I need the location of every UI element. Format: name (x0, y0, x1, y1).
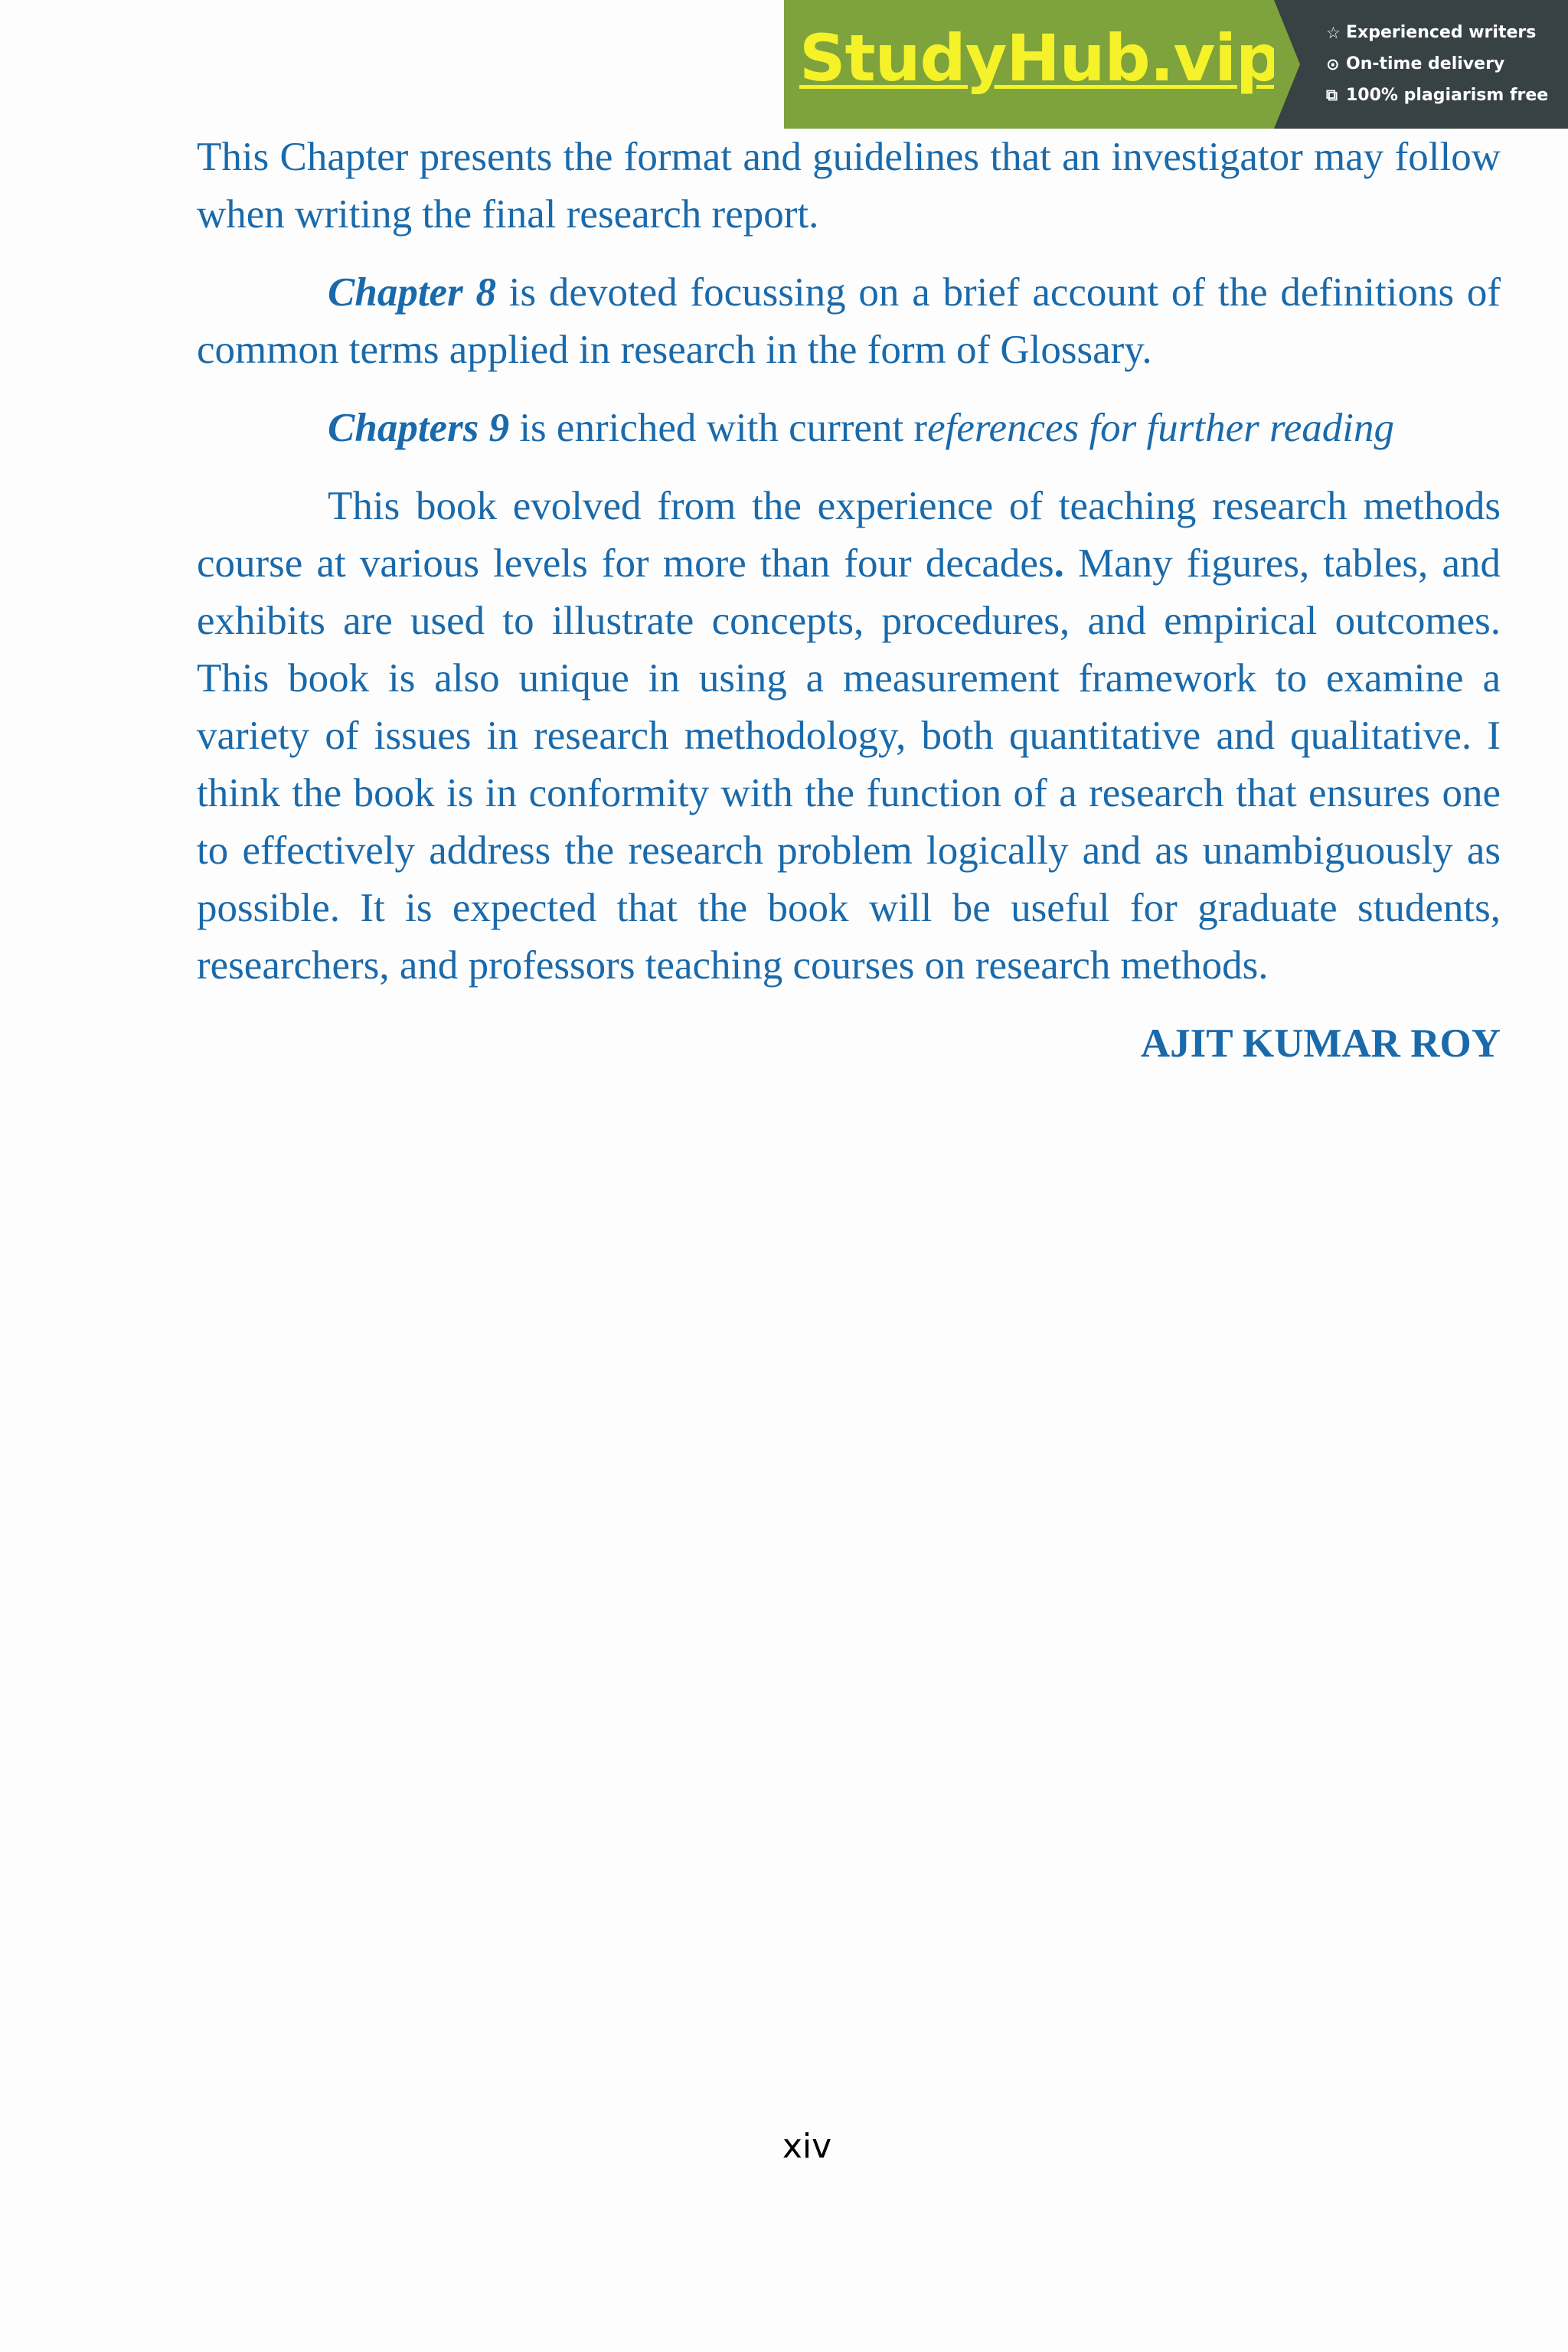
brand-logo-text[interactable]: StudyHub.vip (799, 21, 1282, 96)
chapter-8-label: Chapter 8 (328, 270, 496, 315)
clock-icon: ⊙ (1326, 54, 1340, 74)
purpose-text-start: This book evolved from the experience of teaching research methods course at various levels for more than four decades (197, 484, 1501, 586)
brand-panel (784, 0, 1282, 129)
bold-period: . (1054, 541, 1064, 586)
features-panel (1274, 0, 1568, 129)
studyhub-banner[interactable] (784, 0, 1568, 129)
feature-on-time-delivery (1326, 48, 1568, 80)
chapter-8-text: is devoted focussing on a brief account of the definitions of common terms applied in research in the form of Glossary. (197, 270, 1501, 372)
feature-label: Experienced writers (1346, 23, 1537, 42)
star-icon: ☆ (1326, 23, 1341, 42)
paragraph-chapter-9 (197, 400, 1501, 457)
page-number: xiv (782, 2127, 832, 2166)
chapter-9-text: is enriched with current r (509, 406, 928, 450)
feature-plagiarism-free (1326, 80, 1568, 111)
paragraph-chapter-8 (197, 264, 1501, 379)
paragraph-report-format: This Chapter presents the format and guidelines that an investigator may follow when writing the final research report. (197, 135, 1501, 237)
author-signature: AJIT KUMAR ROY (1140, 1021, 1501, 1066)
purpose-text-rest: Many figures, tables, and exhibits are used to illustrate concepts, procedures, and empirical outcomes. This book is also unique in using a measurement framework to examine a variety of issues in research methodology, both quantitative and qualitative. I think the book is in conformity with the function of a research that ensures one to effectively address the research problem logically and as unambiguously as possible. It is expected that the book will be useful for graduate students, researchers, and professors teaching courses on research methods. (197, 541, 1501, 988)
chapter-9-italic-text: eferences for further reading (927, 406, 1394, 450)
feature-label: 100% plagiarism free (1346, 86, 1549, 105)
feature-label: On-time delivery (1346, 54, 1505, 74)
document-body (197, 129, 1501, 1073)
feature-experienced-writers (1326, 17, 1568, 48)
chapter-9-label: Chapters 9 (328, 406, 510, 450)
copy-icon: ⧉ (1326, 86, 1338, 104)
paragraph-book-purpose (197, 478, 1501, 995)
